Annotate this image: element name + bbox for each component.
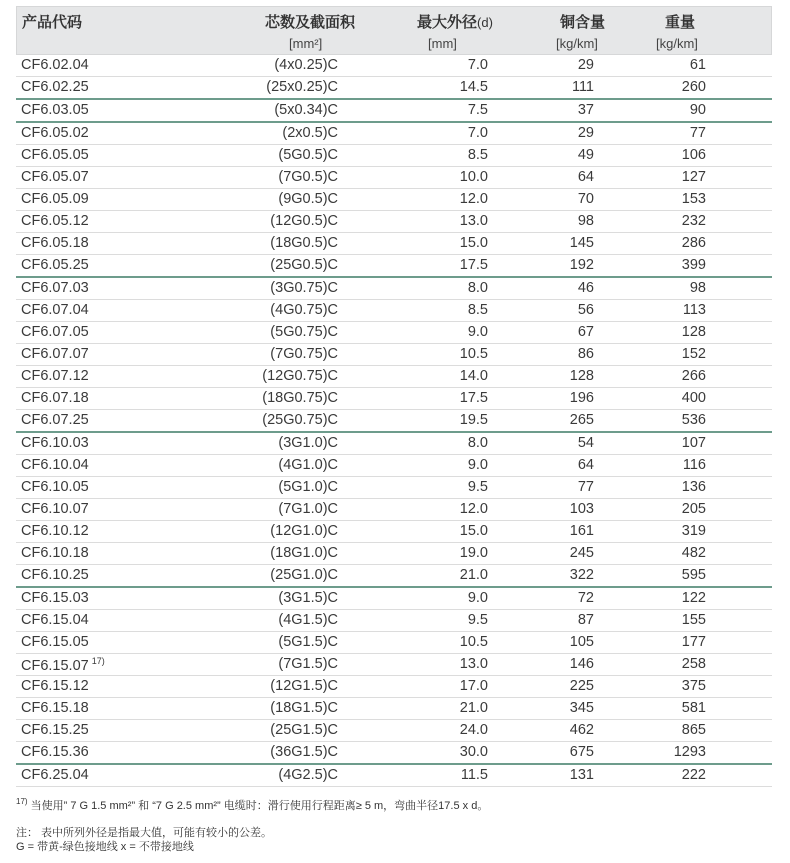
- product-code-text: CF6.10.25: [21, 567, 89, 583]
- cell-weight: 106: [681, 147, 706, 163]
- cell-outer-diameter: 7.0: [467, 57, 488, 73]
- table-row: [16, 322, 772, 344]
- cell-cores-cross-section: (4G1.5)C: [278, 612, 338, 628]
- cell-copper-content: 128: [569, 368, 594, 384]
- cell-weight: 1293: [673, 744, 706, 760]
- cell-product-code: [21, 235, 89, 251]
- header-cores: 芯数及截面积: [265, 14, 356, 31]
- header-copper: 铜含量: [560, 14, 606, 31]
- product-code-text: CF6.03.05: [21, 102, 89, 118]
- cell-weight: 581: [681, 700, 706, 716]
- cell-outer-diameter: 9.0: [467, 590, 488, 606]
- cell-copper-content: 29: [577, 125, 594, 141]
- cell-product-code: [21, 767, 89, 783]
- cell-cores-cross-section: (4G2.5)C: [278, 767, 338, 783]
- cell-weight: 61: [689, 57, 706, 73]
- table-row: [16, 233, 772, 255]
- cell-outer-diameter: 24.0: [459, 722, 488, 738]
- cell-copper-content: 675: [569, 744, 594, 760]
- table-row: [16, 366, 772, 388]
- cell-outer-diameter: 13.0: [459, 656, 488, 672]
- table-row: [16, 455, 772, 477]
- cell-outer-diameter: 9.0: [467, 457, 488, 473]
- cell-product-code: [21, 213, 89, 229]
- product-code-text: CF6.10.05: [21, 479, 89, 495]
- cell-outer-diameter: 9.0: [467, 324, 488, 340]
- cell-outer-diameter: 17.5: [459, 257, 488, 273]
- product-code-text: CF6.15.04: [21, 612, 89, 628]
- cell-cores-cross-section: (3G1.0)C: [278, 435, 338, 451]
- cell-copper-content: 54: [577, 435, 594, 451]
- table-row: [16, 654, 772, 676]
- cell-product-code: [21, 722, 89, 738]
- cell-weight: 375: [681, 678, 706, 694]
- cell-outer-diameter: 14.5: [459, 79, 488, 95]
- cell-copper-content: 462: [569, 722, 594, 738]
- table-row: [16, 588, 772, 610]
- product-code-text: CF6.15.18: [21, 700, 89, 716]
- cell-outer-diameter: 17.0: [459, 678, 488, 694]
- cell-weight: 98: [689, 280, 706, 296]
- cell-weight: 77: [689, 125, 706, 141]
- table-row: [16, 123, 772, 145]
- cell-outer-diameter: 15.0: [459, 523, 488, 539]
- cell-outer-diameter: 30.0: [459, 744, 488, 760]
- table-row: [16, 55, 772, 77]
- cell-product-code: [21, 656, 105, 674]
- cell-copper-content: 161: [569, 523, 594, 539]
- product-code-text: CF6.07.05: [21, 324, 89, 340]
- cell-product-code: [21, 435, 89, 451]
- table-row: [16, 211, 772, 233]
- cell-product-code: [21, 457, 89, 473]
- cell-product-code: [21, 567, 89, 583]
- cell-product-code: [21, 479, 89, 495]
- cell-cores-cross-section: (9G0.5)C: [278, 191, 338, 207]
- cell-cores-cross-section: (5G1.5)C: [278, 634, 338, 650]
- cell-copper-content: 29: [577, 57, 594, 73]
- cell-cores-cross-section: (12G1.0)C: [270, 523, 338, 539]
- product-code-text: CF6.05.12: [21, 213, 89, 229]
- product-code-text: CF6.10.12: [21, 523, 89, 539]
- product-code-text: CF6.05.02: [21, 125, 89, 141]
- cell-copper-content: 67: [577, 324, 594, 340]
- table-row: [16, 610, 772, 632]
- table-row: [16, 410, 772, 433]
- cell-copper-content: 56: [577, 302, 594, 318]
- cell-cores-cross-section: (12G1.5)C: [270, 678, 338, 694]
- cell-outer-diameter: 10.5: [459, 346, 488, 362]
- header-od-suffix: (d): [477, 15, 493, 30]
- cell-copper-content: 265: [569, 412, 594, 428]
- cell-copper-content: 345: [569, 700, 594, 716]
- header-od-label: 最大外径: [417, 14, 478, 31]
- cell-product-code: [21, 79, 89, 95]
- cell-copper-content: 196: [569, 390, 594, 406]
- cell-weight: 155: [681, 612, 706, 628]
- cell-product-code: [21, 634, 89, 650]
- product-code-text: CF6.05.09: [21, 191, 89, 207]
- cell-cores-cross-section: (7G1.5)C: [278, 656, 338, 672]
- product-code-text: CF6.07.04: [21, 302, 89, 318]
- cell-outer-diameter: 7.0: [467, 125, 488, 141]
- cell-copper-content: 64: [577, 457, 594, 473]
- cell-outer-diameter: 7.5: [467, 102, 488, 118]
- cell-outer-diameter: 19.0: [459, 545, 488, 561]
- cell-copper-content: 49: [577, 147, 594, 163]
- cell-product-code: [21, 612, 89, 628]
- cell-weight: 136: [681, 479, 706, 495]
- cell-product-code: [21, 700, 89, 716]
- cell-weight: 113: [682, 302, 706, 318]
- cell-weight: 266: [681, 368, 706, 384]
- cell-outer-diameter: 15.0: [459, 235, 488, 251]
- product-code-text: CF6.15.36: [21, 744, 89, 760]
- table-row: [16, 765, 772, 787]
- product-code-text: CF6.05.18: [21, 235, 89, 251]
- cell-product-code: [21, 169, 89, 185]
- cell-outer-diameter: 8.0: [467, 435, 488, 451]
- table-row: [16, 632, 772, 654]
- cell-outer-diameter: 21.0: [459, 700, 488, 716]
- cell-copper-content: 86: [577, 346, 594, 362]
- cell-product-code: [21, 501, 89, 517]
- cell-cores-cross-section: (18G0.75)C: [262, 390, 338, 406]
- cell-outer-diameter: 14.0: [459, 368, 488, 384]
- cell-outer-diameter: 19.5: [459, 412, 488, 428]
- cell-copper-content: 103: [569, 501, 594, 517]
- table-row: [16, 565, 772, 588]
- cell-cores-cross-section: (2x0.5)C: [282, 125, 338, 141]
- cell-outer-diameter: 9.5: [467, 479, 488, 495]
- header-copper-unit: [kg/km]: [556, 36, 598, 51]
- table-row: [16, 255, 772, 278]
- footnote-mark: 17): [16, 797, 28, 806]
- cell-weight: 90: [689, 102, 706, 118]
- product-code-text: CF6.02.25: [21, 79, 89, 95]
- cell-copper-content: 98: [577, 213, 594, 229]
- table-row: [16, 77, 772, 100]
- table-row: [16, 145, 772, 167]
- cell-copper-content: 70: [577, 191, 594, 207]
- cell-weight: 865: [681, 722, 706, 738]
- cell-cores-cross-section: (4G0.75)C: [270, 302, 338, 318]
- cell-copper-content: 46: [577, 280, 594, 296]
- table-row: [16, 300, 772, 322]
- cell-copper-content: 146: [569, 656, 594, 672]
- product-code-text: CF6.02.04: [21, 57, 89, 73]
- product-code-text: CF6.15.12: [21, 678, 89, 694]
- cell-weight: 536: [681, 412, 706, 428]
- cell-outer-diameter: 8.0: [467, 280, 488, 296]
- product-code-text: CF6.15.05: [21, 634, 89, 650]
- cell-product-code: [21, 280, 89, 296]
- cell-copper-content: 64: [577, 169, 594, 185]
- footnote-ref: 17): [91, 656, 105, 666]
- product-code-text: CF6.07.07: [21, 346, 89, 362]
- product-code-text: CF6.05.05: [21, 147, 89, 163]
- cell-weight: 127: [681, 169, 706, 185]
- cell-product-code: [21, 102, 89, 118]
- cell-weight: 399: [681, 257, 706, 273]
- product-code-text: CF6.07.25: [21, 412, 89, 428]
- cell-weight: 286: [681, 235, 706, 251]
- cell-product-code: [21, 412, 89, 428]
- cell-outer-diameter: 12.0: [459, 501, 488, 517]
- cell-outer-diameter: 21.0: [459, 567, 488, 583]
- cell-weight: 152: [681, 346, 706, 362]
- note-line-2: G = 带黄-绿色接地线 x = 不带接地线: [16, 841, 194, 853]
- cell-cores-cross-section: (3G0.75)C: [270, 280, 338, 296]
- cell-cores-cross-section: (5G0.75)C: [270, 324, 338, 340]
- cell-cores-cross-section: (25G0.75)C: [262, 412, 338, 428]
- header-cores-unit: [mm²]: [289, 36, 323, 51]
- cell-weight: 260: [681, 79, 706, 95]
- header-product-code: 产品代码: [22, 14, 83, 31]
- cell-outer-diameter: 9.5: [467, 612, 488, 628]
- cell-product-code: [21, 125, 89, 141]
- cell-cores-cross-section: (3G1.5)C: [278, 590, 338, 606]
- cell-product-code: [21, 191, 89, 207]
- cell-copper-content: 245: [569, 545, 594, 561]
- table-row: [16, 388, 772, 410]
- product-code-text: CF6.15.07: [21, 658, 89, 674]
- table-row: [16, 521, 772, 543]
- table-row: [16, 499, 772, 521]
- cell-weight: 122: [681, 590, 706, 606]
- cell-cores-cross-section: (12G0.75)C: [262, 368, 338, 384]
- cell-weight: 258: [681, 656, 706, 672]
- cell-weight: 128: [681, 324, 706, 340]
- table-row: [16, 433, 772, 455]
- cell-weight: 153: [681, 191, 706, 207]
- cell-cores-cross-section: (4G1.0)C: [278, 457, 338, 473]
- product-code-text: CF6.10.18: [21, 545, 89, 561]
- product-code-text: CF6.10.03: [21, 435, 89, 451]
- cell-product-code: [21, 368, 89, 384]
- cell-copper-content: 145: [569, 235, 594, 251]
- cell-cores-cross-section: (25G1.5)C: [270, 722, 338, 738]
- table-header: [16, 6, 772, 55]
- cell-weight: 116: [682, 457, 706, 473]
- cell-copper-content: 192: [569, 257, 594, 273]
- cell-weight: 482: [681, 545, 706, 561]
- product-code-text: CF6.05.25: [21, 257, 89, 273]
- footnote-17: [16, 797, 488, 813]
- table-row: [16, 189, 772, 211]
- cell-outer-diameter: 10.0: [459, 169, 488, 185]
- cell-copper-content: 37: [577, 102, 594, 118]
- header-od-unit: [mm]: [428, 36, 457, 51]
- cell-product-code: [21, 302, 89, 318]
- table-row: [16, 477, 772, 499]
- table-row: [16, 100, 772, 123]
- cell-product-code: [21, 57, 89, 73]
- cell-cores-cross-section: (18G1.0)C: [270, 545, 338, 561]
- table-row: [16, 344, 772, 366]
- cell-cores-cross-section: (7G1.0)C: [278, 501, 338, 517]
- cell-weight: 400: [681, 390, 706, 406]
- cell-product-code: [21, 744, 89, 760]
- cell-weight: 222: [681, 767, 706, 783]
- cell-cores-cross-section: (25x0.25)C: [266, 79, 338, 95]
- cell-outer-diameter: 10.5: [459, 634, 488, 650]
- cell-cores-cross-section: (5G1.0)C: [278, 479, 338, 495]
- cell-product-code: [21, 257, 89, 273]
- table-row: [16, 742, 772, 765]
- cell-cores-cross-section: (18G0.5)C: [270, 235, 338, 251]
- cell-product-code: [21, 346, 89, 362]
- note-line-1: 注： 表中所列外径是指最大值，可能有较小的公差。: [16, 827, 273, 839]
- table-row: [16, 698, 772, 720]
- cell-cores-cross-section: (5x0.34)C: [274, 102, 338, 118]
- table-row: [16, 543, 772, 565]
- cell-weight: 177: [681, 634, 706, 650]
- product-code-text: CF6.05.07: [21, 169, 89, 185]
- header-weight: 重量: [665, 14, 696, 31]
- cell-cores-cross-section: (25G0.5)C: [270, 257, 338, 273]
- product-code-text: CF6.25.04: [21, 767, 89, 783]
- cell-copper-content: 225: [569, 678, 594, 694]
- cell-cores-cross-section: (7G0.75)C: [270, 346, 338, 362]
- cell-product-code: [21, 545, 89, 561]
- cell-outer-diameter: 17.5: [459, 390, 488, 406]
- cell-cores-cross-section: (7G0.5)C: [278, 169, 338, 185]
- product-code-text: CF6.07.12: [21, 368, 89, 384]
- product-code-text: CF6.10.04: [21, 457, 89, 473]
- product-code-text: CF6.07.03: [21, 280, 89, 296]
- cell-cores-cross-section: (18G1.5)C: [270, 700, 338, 716]
- cell-weight: 107: [681, 435, 706, 451]
- cell-cores-cross-section: (4x0.25)C: [274, 57, 338, 73]
- cell-weight: 232: [681, 213, 706, 229]
- table-row: [16, 676, 772, 698]
- cell-weight: 205: [681, 501, 706, 517]
- cell-copper-content: 77: [577, 479, 594, 495]
- table-row: [16, 278, 772, 300]
- product-code-text: CF6.10.07: [21, 501, 89, 517]
- cell-copper-content: 131: [569, 767, 594, 783]
- cell-copper-content: 72: [577, 590, 594, 606]
- table-row: [16, 720, 772, 742]
- cell-weight: 319: [681, 523, 706, 539]
- product-code-text: CF6.07.18: [21, 390, 89, 406]
- cell-cores-cross-section: (36G1.5)C: [270, 744, 338, 760]
- cell-outer-diameter: 11.5: [460, 767, 488, 783]
- cable-spec-table: [16, 6, 772, 787]
- cell-product-code: [21, 390, 89, 406]
- header-outer-diameter: [417, 11, 493, 32]
- cell-weight: 595: [681, 567, 706, 583]
- footnote-text: 当使用” 7 G 1.5 mm²” 和 “7 G 2.5 mm²” 电缆时：滑行使用行程距离≥ 5 m，弯曲半径17.5 x d。: [30, 800, 489, 812]
- cell-outer-diameter: 12.0: [459, 191, 488, 207]
- table-row: [16, 167, 772, 189]
- cell-copper-content: 105: [569, 634, 594, 650]
- table-body: [16, 55, 772, 787]
- cell-outer-diameter: 8.5: [467, 302, 488, 318]
- cell-outer-diameter: 13.0: [459, 213, 488, 229]
- cell-copper-content: 87: [577, 612, 594, 628]
- cell-product-code: [21, 147, 89, 163]
- cell-copper-content: 111: [571, 79, 594, 95]
- cell-product-code: [21, 324, 89, 340]
- product-code-text: CF6.15.25: [21, 722, 89, 738]
- cell-outer-diameter: 8.5: [467, 147, 488, 163]
- header-weight-unit: [kg/km]: [656, 36, 698, 51]
- cell-product-code: [21, 678, 89, 694]
- cell-product-code: [21, 523, 89, 539]
- cell-cores-cross-section: (5G0.5)C: [278, 147, 338, 163]
- cell-cores-cross-section: (12G0.5)C: [270, 213, 338, 229]
- product-code-text: CF6.15.03: [21, 590, 89, 606]
- cell-copper-content: 322: [569, 567, 594, 583]
- cell-cores-cross-section: (25G1.0)C: [270, 567, 338, 583]
- cell-product-code: [21, 590, 89, 606]
